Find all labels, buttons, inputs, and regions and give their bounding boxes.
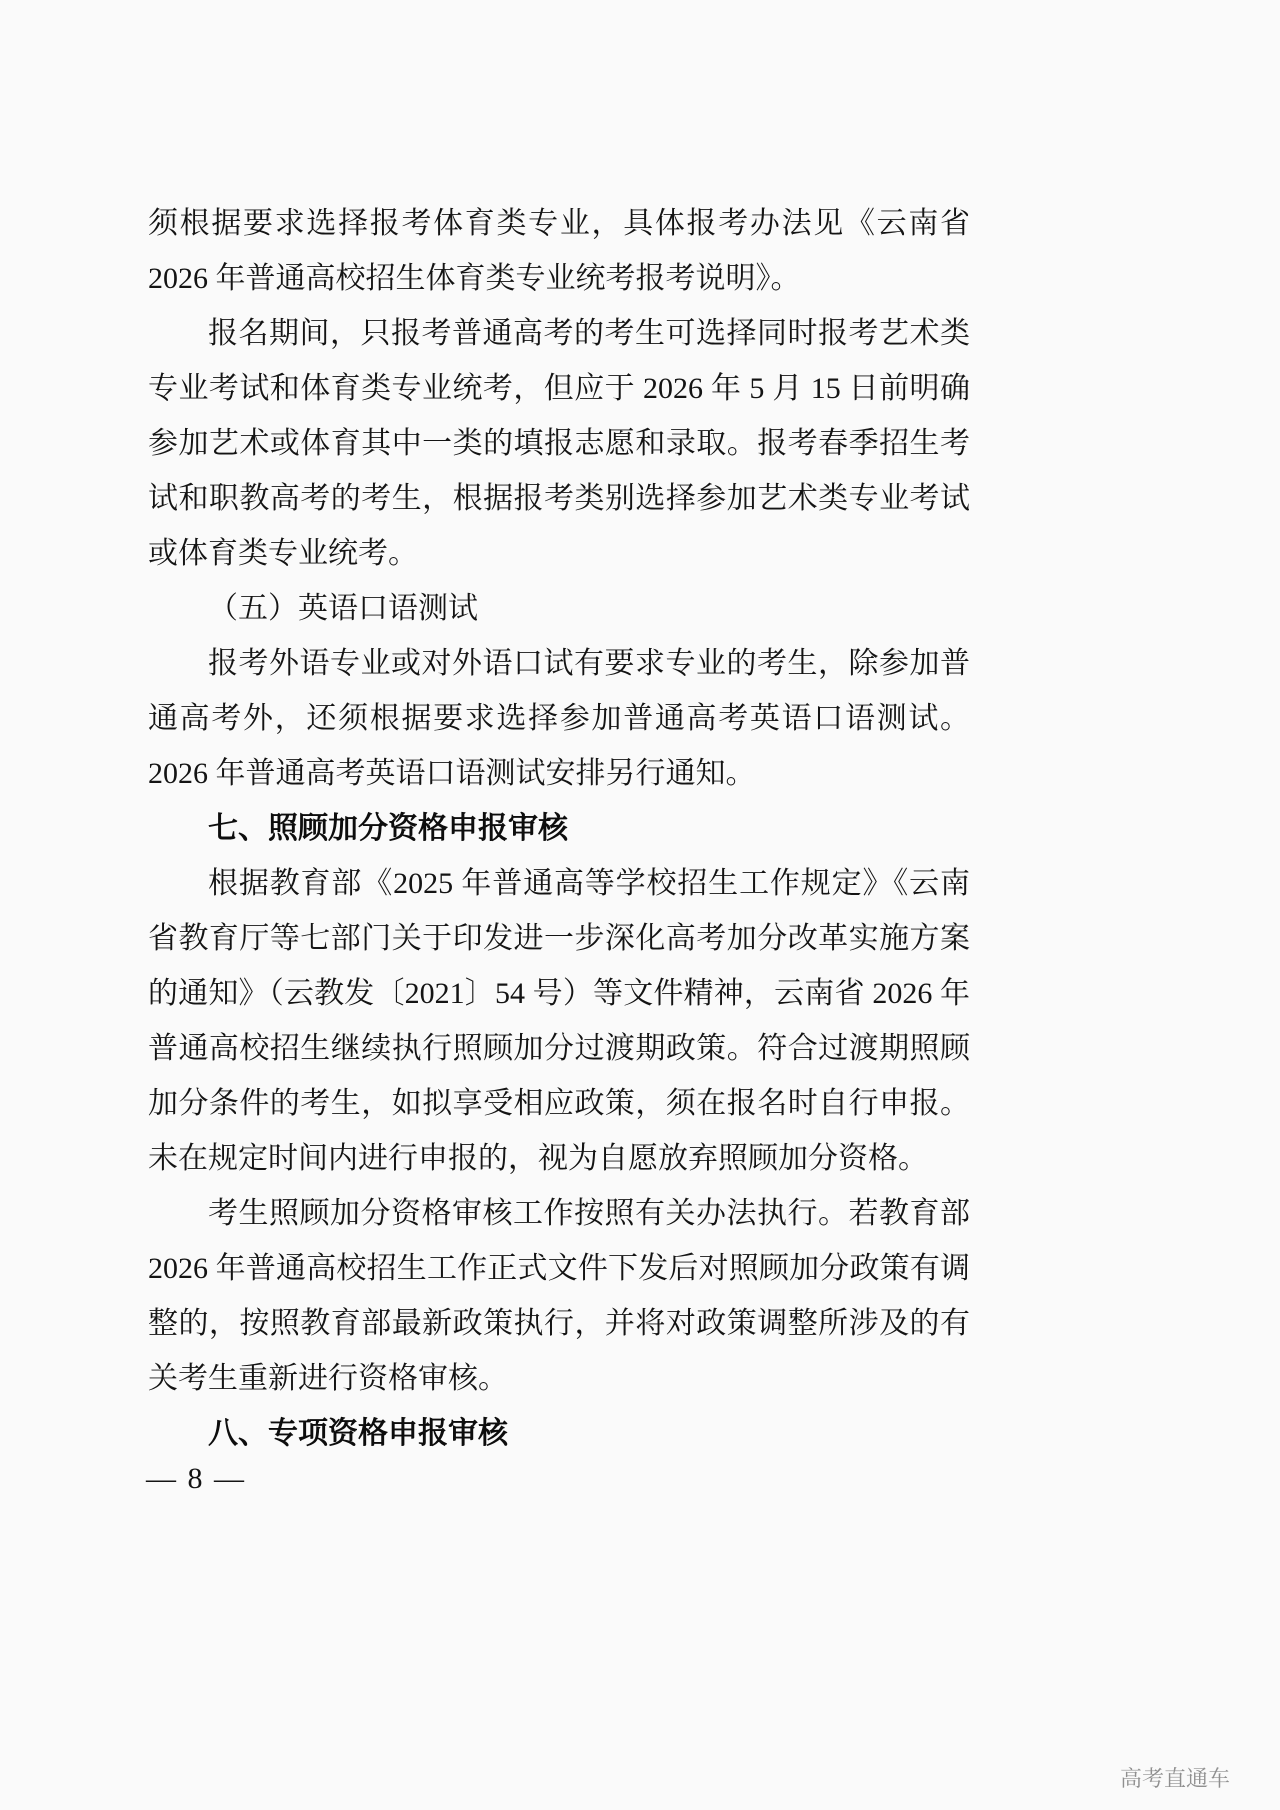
paragraph: 报考外语专业或对外语口试有要求专业的考生，除参加普通高考外，还须根据要求选择参加普通高考英语口语测试。2026 年普通高考英语口语测试安排另行通知。	[148, 647, 970, 790]
paragraph: 考生照顾加分资格审核工作按照有关办法执行。若教育部 2026 年普通高校招生工作正式文件下发后对照顾加分政策有调整的，按照教育部最新政策执行，并将对政策调整所涉及的有关考生重新进行资格审核。	[148, 1197, 970, 1395]
section-heading-eight: 八、专项资格申报审核	[208, 1417, 508, 1450]
section-heading-seven: 七、照顾加分资格申报审核	[208, 812, 568, 845]
watermark-text: 高考直通车	[1119, 1766, 1230, 1791]
paragraph: 根据教育部《2025 年普通高等学校招生工作规定》《云南省教育厅等七部门关于印发进一步深化高考加分改革实施方案的通知》（云教发〔2021〕54 号）等文件精神，云南省 2026 年普通高校招生继续执行照顾加分过渡期政策。符合过渡期照顾加分条件的考生，如拟享受相应政策，须在报名时自行申报。未在规定时间内进行申报的，视为自愿放弃照顾加分资格。	[148, 867, 970, 1175]
paragraph: 报名期间，只报考普通高考的考生可选择同时报考艺术类专业考试和体育类专业统考，但应于 2026 年 5 月 15 日前明确参加艺术或体育其中一类的填报志愿和录取。报考春季招生考试和职教高考的考生，根据报考类别选择参加艺术类专业考试或体育类专业统考。	[148, 317, 970, 570]
subsection-heading: （五）英语口语测试	[208, 592, 478, 625]
document-body	[148, 196, 970, 1461]
page-number: — 8 —	[146, 1462, 246, 1495]
paragraph-continuation: 须根据要求选择报考体育类专业，具体报考办法见《云南省 2026 年普通高校招生体育类专业统考报考说明》。	[148, 207, 970, 295]
